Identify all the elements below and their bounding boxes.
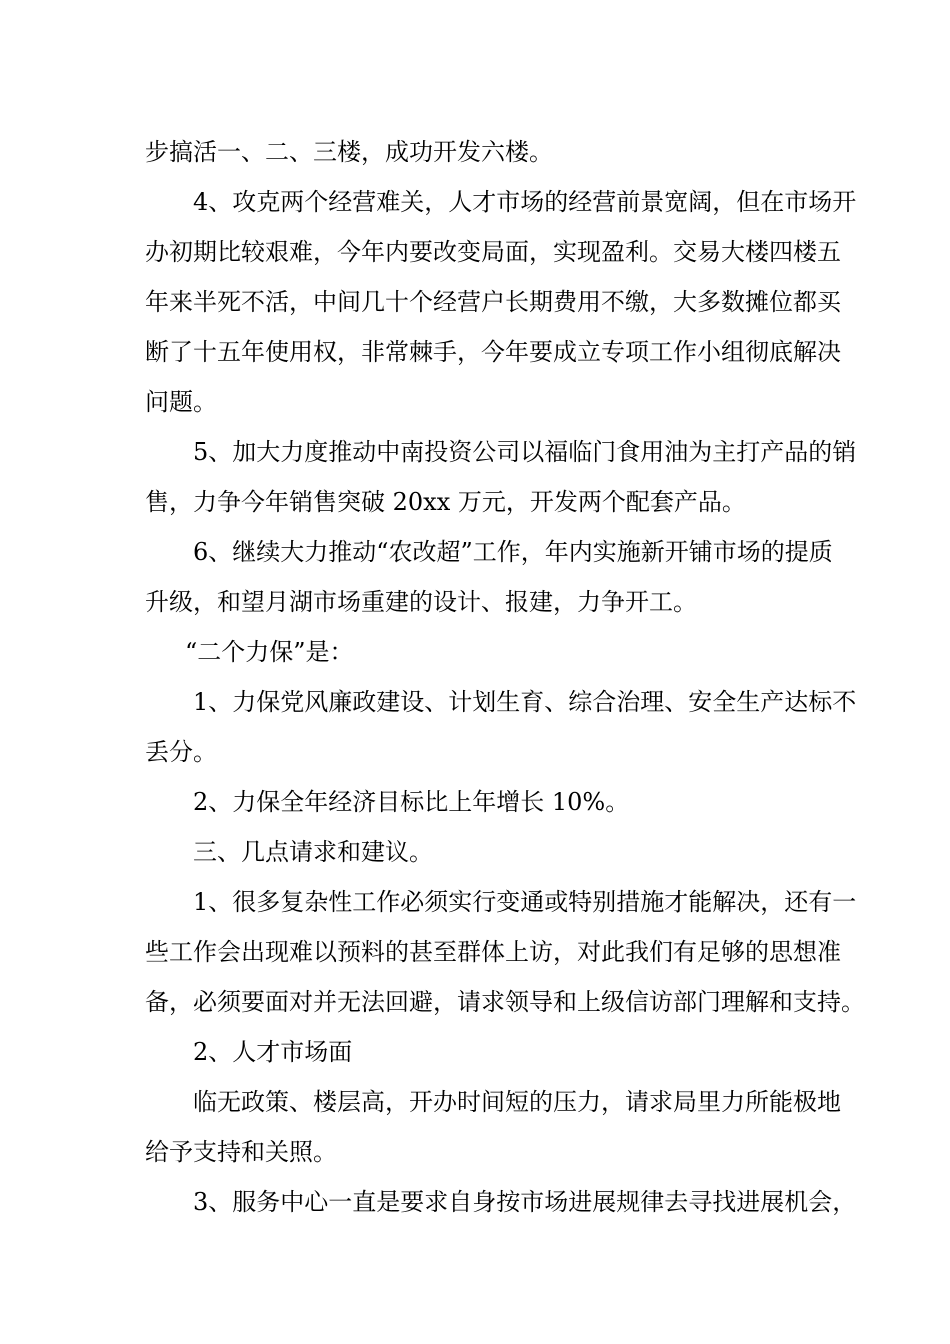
text-line-11: “二个力保”是： <box>185 638 354 666</box>
text-line-21: 给予支持和关照。 <box>145 1138 337 1166</box>
text-line-16: 1、很多复杂性工作必须实行变通或特别措施才能解决，还有一 <box>193 888 857 916</box>
text-line-20: 临无政策、楼层高，开办时间短的压力，请求局里力所能极地 <box>193 1088 841 1116</box>
text-line-13: 丢分。 <box>145 738 217 766</box>
text-line-19: 2、人才市场面 <box>193 1038 353 1066</box>
text-line-17: 些工作会出现难以预料的甚至群体上访，对此我们有足够的思想准 <box>145 938 841 966</box>
text-line-14: 2、力保全年经济目标比上年增长 10%。 <box>193 788 630 816</box>
text-line-12: 1、力保党风廉政建设、计划生育、综合治理、安全生产达标不 <box>193 688 857 716</box>
text-line-7: 5、加大力度推动中南投资公司以福临门食用油为主打产品的销 <box>193 438 857 466</box>
text-line-8: 售，力争今年销售突破 20xx 万元，开发两个配套产品。 <box>145 488 746 516</box>
text-line-15: 三、几点请求和建议。 <box>193 838 433 866</box>
text-line-1: 步搞活一、二、三楼，成功开发六楼。 <box>145 138 553 166</box>
text-line-5: 断了十五年使用权，非常棘手，今年要成立专项工作小组彻底解决 <box>145 338 841 366</box>
text-line-3: 办初期比较艰难，今年内要改变局面，实现盈利。交易大楼四楼五 <box>145 238 841 266</box>
text-line-10: 升级，和望月湖市场重建的设计、报建，力争开工。 <box>145 588 697 616</box>
text-line-4: 年来半死不活，中间几十个经营户长期费用不缴，大多数摊位都买 <box>145 288 841 316</box>
text-line-6: 问题。 <box>145 388 217 416</box>
text-line-22: 3、服务中心一直是要求自身按市场进展规律去寻找进展机会， <box>193 1188 857 1216</box>
text-line-18: 备，必须要面对并无法回避，请求领导和上级信访部门理解和支持。 <box>145 988 865 1016</box>
text-line-2: 4、攻克两个经营难关，人才市场的经营前景宽阔，但在市场开 <box>193 188 857 216</box>
text-line-9: 6、继续大力推动“农改超”工作，年内实施新开铺市场的提质 <box>193 538 833 566</box>
